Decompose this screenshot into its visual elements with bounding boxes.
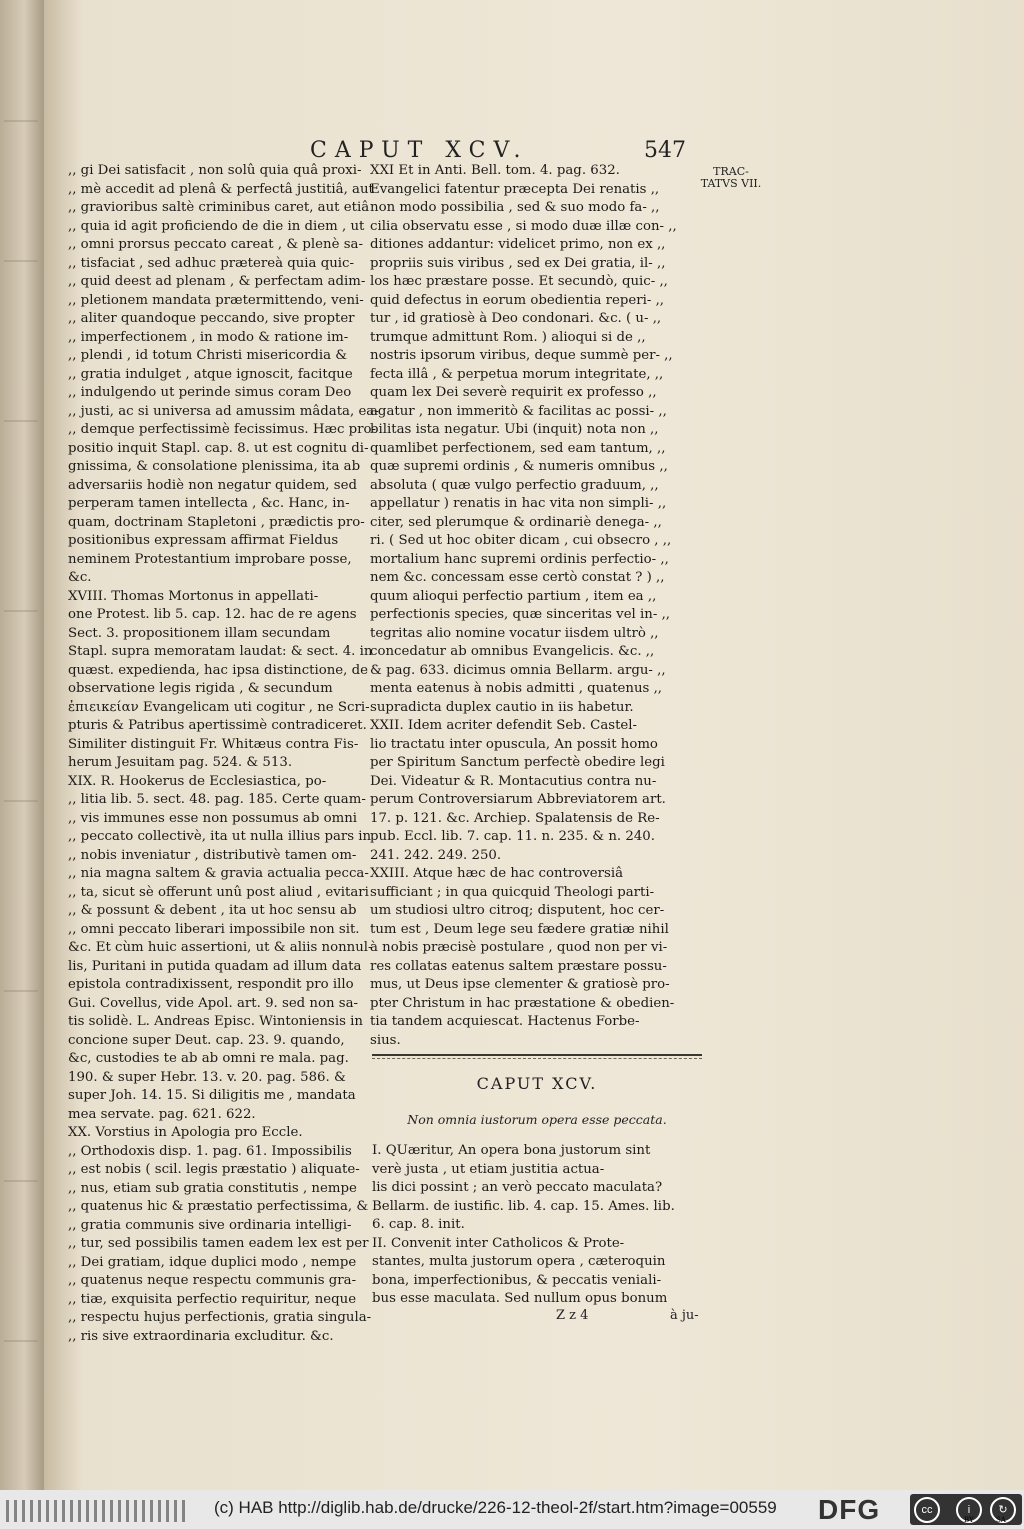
text-line: pter Christum in hac præstatione & obedien- xyxy=(370,995,675,1011)
text-line: ,, peccato collectivè, ita ut nulla illius pars in xyxy=(68,829,372,844)
text-line: ,, omni prorsus peccato careat , & plenè sa- xyxy=(68,237,363,252)
cc-license-badge[interactable] xyxy=(910,1494,1022,1525)
text-line: ,, Orthodoxis disp. 1. pag. 61. Impossibilis xyxy=(68,1143,352,1159)
text-line: ἐπιεικείαν Evangelicam uti cogitur , ne Scri- xyxy=(68,699,370,715)
credit-link[interactable]: (c) HAB http://diglib.hab.de/drucke/226-12-theol-2f/start.htm?image=00559 xyxy=(214,1498,777,1517)
text-line: ,, tisfaciat , sed adhuc prætereà quia quic- xyxy=(68,255,354,271)
text-line: &c. Et cùm huic assertioni, ut & aliis nonnul- xyxy=(68,940,373,955)
sa-label: SA xyxy=(996,1516,1006,1524)
text-line: XX. Vorstius in Apologia pro Eccle. xyxy=(68,1125,303,1140)
text-line: &c. xyxy=(68,570,92,585)
text-line: XVIII. Thomas Mortonus in appellati- xyxy=(68,588,319,604)
text-line: ,, gi Dei satisfacit , non solû quia quâ proxi- xyxy=(68,163,362,178)
text-line: ,, Dei gratiam, idque duplici modo , nempe xyxy=(68,1254,357,1270)
cc-icon: cc xyxy=(914,1497,940,1523)
text-line: epistola contradixissent, respondit pro illo xyxy=(68,977,354,992)
text-line: supradicta duplex cautio in iis habetur. xyxy=(370,699,634,715)
text-line: ,, nia magna saltem & gravia actualia pecca- xyxy=(68,866,369,881)
text-line: herum Jesuitam pag. 524. & 513. xyxy=(68,755,293,770)
text-line: fecta illâ , & perpetua morum integritate, ,, xyxy=(370,366,664,382)
footer-decoration xyxy=(6,1500,186,1522)
previous-page-edge xyxy=(0,0,44,1490)
text-line: ,, mè accedit ad plenâ & perfectâ justitiâ, aut xyxy=(68,181,374,197)
text-line: 241. 242. 249. 250. xyxy=(370,847,502,863)
text-line: ,, est nobis ( scil. legis præstatio ) aliquate- xyxy=(68,1162,360,1177)
text-line: tis solidè. L. Andreas Episc. Wintoniensis in xyxy=(68,1014,363,1029)
text-line: appellatur ) renatis in hac vita non simpli- ,, xyxy=(370,496,667,511)
text-line: ,, vis immunes esse non possumus ab omni xyxy=(68,810,358,826)
text-line: quum alioqui perfectio partium , item ea ,, xyxy=(370,588,657,604)
text-line: bilitas ista negatur. Ubi (inquit) nota non ,, xyxy=(370,422,659,437)
text-line: lis, Puritani in putida quadam ad illum data xyxy=(68,958,362,974)
text-line: 17. p. 121. &c. Archiep. Spalatensis de Re- xyxy=(370,810,660,826)
by-label: BY xyxy=(964,1516,974,1524)
text-line: stantes, multa justorum opera , cæteroquin xyxy=(372,1254,666,1269)
left-column xyxy=(68,162,406,1346)
text-line: Stapl. supra memoratam laudat: & sect. 4. in xyxy=(68,644,373,659)
text-line: concedatur ab omnibus Evangelicis. &c. ,, xyxy=(370,644,655,659)
text-line: bona, imperfectionibus, & peccatis veniali- xyxy=(372,1272,662,1288)
page-number: 547 xyxy=(644,138,686,163)
catchword: à ju- xyxy=(670,1308,699,1323)
text-line: ,, ris sive extraordinaria excluditur. &c. xyxy=(68,1328,334,1344)
text-line: ,, justi, ac si universa ad amussim mâdata, ea- xyxy=(68,403,379,419)
text-line: mea servate. pag. 621. 622. xyxy=(68,1106,256,1122)
text-line: ,, quatenus neque respectu communis gra- xyxy=(68,1273,357,1288)
text-line: ,, nobis inveniatur , distributivè tamen om- xyxy=(68,847,357,863)
text-line: à nobis præcisè postulare , quod non per vi- xyxy=(370,940,668,955)
text-line: Gui. Covellus, vide Apol. art. 9. sed non sa- xyxy=(68,995,359,1011)
text-line: tegritas alio nomine vocatur iisdem ultrò ,, xyxy=(370,625,659,641)
text-line: bus esse maculata. Sed nullum opus bonum xyxy=(372,1291,668,1306)
text-line: lis dici possint ; an verò peccato maculata? xyxy=(372,1180,663,1195)
text-line: adversariis hodiè non negatur quidem, sed xyxy=(68,477,357,493)
text-line: quamlibet perfectionem, sed eam tantum, ,, xyxy=(370,440,666,456)
text-line: tur , id gratiosè à Deo condonari. &c. ( u- ,, xyxy=(370,311,662,326)
text-line: absoluta ( quæ vulgo perfectio graduum, ,, xyxy=(370,477,659,493)
text-line: tia tandem acquiescat. Hactenus Forbe- xyxy=(370,1014,640,1029)
text-line: ,, nus, etiam sub gratia constitutis , nempe xyxy=(68,1180,357,1196)
text-line: ,, & possunt & debent , ita ut hoc sensu ab xyxy=(68,903,357,918)
text-line: gnissima, & consolatione plenissima, ita ab xyxy=(68,459,361,474)
text-line: quæ supremi ordinis , & numeris omnibus ,, xyxy=(370,459,668,474)
text-line: lio tractatu inter opuscula, An possit homo xyxy=(370,736,658,752)
section-body xyxy=(372,1142,702,1309)
text-line: cilia observatu esse , si modo duæ illæ con- ,, xyxy=(370,218,677,234)
text-line: quid defectus in eorum obedientia reperi- ,, xyxy=(370,292,665,308)
text-line: super Joh. 14. 15. Si diligitis me , mandata xyxy=(68,1088,356,1103)
text-line: mus, ut Deus ipse clementer & gratiosè pro- xyxy=(370,977,670,992)
text-line: ,, quatenus hic & præstatio perfectissima, & xyxy=(68,1199,369,1214)
running-header: CAPUT XCV. xyxy=(310,138,529,163)
text-line: ,, quia id agit proficiendo de die in diem , ut xyxy=(68,218,365,234)
dfg-logo: DFG xyxy=(818,1494,881,1525)
text-line: ,, litia lib. 5. sect. 48. pag. 185. Certe quam- xyxy=(68,792,366,807)
text-line: ,, gratia indulget , atque ignoscit, facitque xyxy=(68,366,353,382)
text-line: sius. xyxy=(370,1032,401,1048)
text-line: &c, custodies te ab ab omni re mala. pag. xyxy=(68,1051,349,1066)
text-line: perfectionis species, quæ sinceritas vel in- ,, xyxy=(370,607,671,622)
text-line: positionibus expressam affirmat Fieldus xyxy=(68,533,339,548)
text-line: agatur , non immeritò & facilitas ac possi- ,, xyxy=(370,403,667,419)
text-line: verè justa , ut etiam justitia actua- xyxy=(372,1161,605,1177)
sa-icon: ↻ xyxy=(990,1497,1016,1523)
text-line: ,, omni peccato liberari impossibile non sit. xyxy=(68,921,360,937)
text-line: per Spiritum Sanctum perfectè obedire legi xyxy=(370,755,665,770)
text-line: ,, aliter quandoque peccando, sive propter xyxy=(68,311,355,326)
text-line: ri. ( Sed ut hoc obiter dicam , cui obsecro , ,, xyxy=(370,533,672,548)
text-line: I. QUæritur, An opera bona justorum sint xyxy=(372,1143,651,1158)
signature-mark: Z z 4 xyxy=(556,1308,589,1323)
text-line: Bellarm. de iustific. lib. 4. cap. 15. Ames. lib. xyxy=(372,1198,675,1214)
text-line: nem &c. concessam esse certò constat ? ) ,, xyxy=(370,570,665,585)
text-line: ,, gratia communis sive ordinaria intelligi- xyxy=(68,1217,352,1233)
text-line: ,, tur, sed possibilis tamen eadem lex est per xyxy=(68,1236,369,1251)
text-line: non modo possibilia , sed & suo modo fa- ,, xyxy=(370,200,660,215)
text-line: 6. cap. 8. init. xyxy=(372,1217,465,1232)
text-line: ,, tiæ, exquisita perfectio requiritur, neque xyxy=(68,1291,357,1307)
text-line: ,, respectu hujus perfectionis, gratia singula- xyxy=(68,1310,372,1325)
text-line: quæst. expedienda, hac ipsa distinctione, de xyxy=(68,662,369,678)
section-subtitle: Non omnia iustorum opera esse peccata. xyxy=(407,1112,667,1127)
text-line: res collatas eatenus saltem præstare possu- xyxy=(370,958,667,974)
text-line: citer, sed plerumque & ordinariè denega- ,, xyxy=(370,514,662,530)
text-line: tum est , Deum lege seu fædere gratiæ nihil xyxy=(370,921,669,937)
by-icon: i xyxy=(956,1497,982,1523)
text-line: neminem Protestantium improbare posse, xyxy=(68,551,352,567)
text-line: pub. Eccl. lib. 7. cap. 11. n. 235. & n. 240. xyxy=(370,829,655,844)
text-line: um studiosi ultro citroq; disputent, hoc cer- xyxy=(370,903,665,918)
text-line: Similiter distinguit Fr. Whitæus contra Fis- xyxy=(68,736,359,752)
text-line: propriis suis viribus , sed ex Dei gratia, il- ,, xyxy=(370,255,666,271)
text-line: menta eatenus à nobis admitti , quatenus ,, xyxy=(370,681,663,696)
text-line: XXIII. Atque hæc de hac controversiâ xyxy=(370,866,623,881)
section-title: CAPUT XCV. xyxy=(476,1074,598,1093)
text-line: quam, doctrinam Stapletoni , prædictis pro- xyxy=(68,514,365,530)
text-line: quam lex Dei severè requirit ex professo ,, xyxy=(370,385,657,400)
text-line: & pag. 633. dicimus omnia Bellarm. argu- ,, xyxy=(370,662,666,678)
text-line: ,, quid deest ad plenam , & perfectam adim- xyxy=(68,274,366,289)
text-line: ,, indulgendo ut perinde simus coram Deo xyxy=(68,385,352,400)
footer-bar xyxy=(0,1490,1024,1529)
text-line: 190. & super Hebr. 13. v. 20. pag. 586. & xyxy=(68,1069,346,1085)
text-line: nostris ipsorum viribus, deque summè per- ,, xyxy=(370,348,673,363)
text-line: positio inquit Stapl. cap. 8. ut est cognitu di- xyxy=(68,440,369,456)
text-line: sufficiant ; in qua quicquid Theologi parti- xyxy=(370,884,655,900)
text-line: II. Convenit inter Catholicos & Prote- xyxy=(372,1235,625,1251)
text-line: ditiones addantur: videlicet primo, non ex ,, xyxy=(370,237,666,252)
text-line: ,, imperfectionem , in modo & ratione im- xyxy=(68,329,349,345)
text-line: ,, pletionem mandata prætermittendo, veni- xyxy=(68,292,364,308)
text-line: perum Controversiarum Abbreviatorem art. xyxy=(370,792,666,807)
text-line: Evangelici fatentur præcepta Dei renatis ,, xyxy=(370,181,660,197)
text-line: one Protest. lib 5. cap. 12. hac de re agens xyxy=(68,607,357,622)
text-line: XIX. R. Hookerus de Ecclesiastica, po- xyxy=(68,773,327,789)
text-line: trumque admittunt Rom. ) alioqui si de ,, xyxy=(370,329,646,345)
text-line: concione super Deut. cap. 23. 9. quando, xyxy=(68,1032,345,1048)
text-line: ,, gravioribus saltè criminibus caret, aut etiâ xyxy=(68,200,370,215)
text-line: pturis & Patribus apertissimè contradiceret. xyxy=(68,718,367,733)
text-line: Sect. 3. propositionem illam secundam xyxy=(68,625,331,641)
text-line: Dei. Videatur & R. Montacutius contra nu- xyxy=(370,773,657,789)
text-line: observatione legis rigida , & secundum xyxy=(68,681,333,696)
text-line: ,, plendi , id totum Christi misericordia & xyxy=(68,348,348,363)
text-line: XXI Et in Anti. Bell. tom. 4. pag. 632. xyxy=(370,163,620,178)
text-line: los hæc præstare posse. Et secundò, quic- ,, xyxy=(370,274,668,289)
text-line: perperam tamen intellecta , &c. Hanc, in- xyxy=(68,496,350,511)
text-line: XXII. Idem acriter defendit Seb. Castel- xyxy=(370,718,638,733)
section-divider xyxy=(372,1054,702,1056)
text-line: ,, demque perfectissimè fecissimus. Hæc pro- xyxy=(68,422,376,437)
right-column xyxy=(370,162,702,1050)
text-line: mortalium hanc supremi ordinis perfectio- ,, xyxy=(370,551,669,567)
text-line: ,, ta, sicut sè offerunt unû post aliud , evitari xyxy=(68,884,369,900)
margin-note: TRAC-TATVS VII. xyxy=(700,165,762,190)
